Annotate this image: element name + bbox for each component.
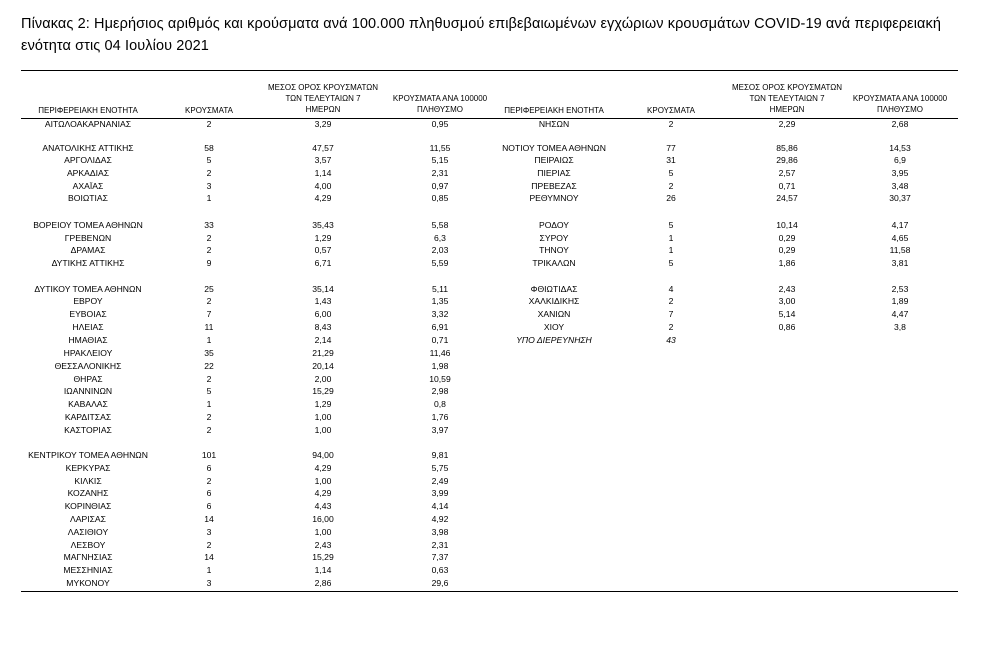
right-per100k-cell: 4,17 [891, 220, 909, 230]
right-per100k-cell: 1,89 [891, 296, 909, 306]
right-per100k-cell: 4,65 [891, 233, 909, 243]
right-cases-cell: 5 [668, 168, 674, 178]
left-avg7-cell: 1,00 [314, 412, 332, 422]
right-cases-cell: 31 [666, 155, 676, 165]
right-per100k-cell: 3,95 [891, 168, 909, 178]
left-avg7-cell: 3,57 [314, 155, 332, 165]
right-avg7-cell: 0,29 [778, 233, 796, 243]
left-avg7-cell: 1,00 [314, 476, 332, 486]
right-per100k-cell: 4,47 [891, 309, 909, 319]
right-avg7-cell: 29,86 [776, 155, 798, 165]
left-header-cases: ΚΡΟΥΣΜΑΤΑ [185, 106, 233, 115]
right-avg7-cell: 0,71 [778, 181, 796, 191]
left-per100k-cell: 3,32 [431, 309, 449, 319]
left-region-cell: ΚΑΒΑΛΑΣ [68, 399, 108, 409]
left-header-per100k-line1: ΚΡΟΥΣΜΑΤΑ ΑΝΑ 100000 [392, 94, 488, 103]
left-region-cell: ΜΥΚΟΝΟΥ [66, 578, 110, 588]
right-per100k-cell: 30,37 [889, 193, 911, 203]
left-per100k-cell: 4,14 [431, 501, 449, 511]
left-cases-cell: 1 [206, 193, 212, 203]
right-per100k-cell: 2,53 [891, 284, 909, 294]
left-region-cell: ΚΕΝΤΡΙΚΟΥ ΤΟΜΕΑ ΑΘΗΝΩΝ [28, 450, 148, 460]
top-rule [21, 70, 958, 71]
left-per100k-cell: 5,75 [431, 463, 449, 473]
right-avg7-cell: 2,43 [778, 284, 796, 294]
right-per100k-cell: 6,9 [894, 155, 906, 165]
right-header-region: ΠΕΡΙΦΕΡΕΙΑΚΗ ΕΝΟΤΗΤΑ [504, 106, 604, 115]
left-cases-cell: 2 [206, 168, 212, 178]
left-cases-cell: 2 [206, 119, 212, 129]
left-per100k-cell: 1,98 [431, 361, 449, 371]
left-region-cell: ΚΑΣΤΟΡΙΑΣ [64, 425, 112, 435]
right-per100k-cell: 3,81 [891, 258, 909, 268]
left-region-cell: ΔΥΤΙΚΟΥ ΤΟΜΕΑ ΑΘΗΝΩΝ [34, 284, 142, 294]
left-region-cell: ΔΡΑΜΑΣ [70, 245, 106, 255]
left-avg7-cell: 15,29 [312, 552, 334, 562]
right-region-cell: ΠΡΕΒΕΖΑΣ [531, 181, 577, 191]
right-avg7-cell: 3,00 [778, 296, 796, 306]
left-region-cell: ΑΙΤΩΛΟΑΚΑΡΝΑΝΙΑΣ [44, 119, 132, 129]
left-avg7-cell: 1,00 [314, 527, 332, 537]
left-avg7-cell: 2,86 [314, 578, 332, 588]
left-cases-cell: 3 [206, 181, 212, 191]
left-cases-cell: 11 [204, 322, 214, 332]
left-cases-cell: 6 [206, 463, 212, 473]
left-cases-cell: 1 [206, 335, 212, 345]
left-avg7-cell: 6,00 [314, 309, 332, 319]
left-avg7-cell: 35,14 [312, 284, 334, 294]
left-avg7-cell: 1,29 [314, 233, 332, 243]
right-avg7-cell: 24,57 [776, 193, 798, 203]
left-cases-cell: 2 [206, 425, 212, 435]
left-region-cell: ΕΥΒΟΙΑΣ [69, 309, 107, 319]
left-region-cell: ΓΡΕΒΕΝΩΝ [64, 233, 112, 243]
right-cases-cell: 2 [668, 322, 674, 332]
left-cases-cell: 2 [206, 296, 212, 306]
left-cases-cell: 2 [206, 476, 212, 486]
right-header-avg-line2: ΤΩΝ ΤΕΛΕΥΤΑΙΩΝ 7 [749, 94, 825, 103]
left-cases-cell: 33 [204, 220, 214, 230]
right-cases-cell: 1 [668, 233, 674, 243]
left-region-cell: ΘΗΡΑΣ [73, 374, 103, 384]
left-avg7-cell: 1,00 [314, 425, 332, 435]
left-per100k-cell: 0,97 [431, 181, 449, 191]
left-cases-cell: 58 [204, 143, 214, 153]
left-per100k-cell: 9,81 [431, 450, 449, 460]
left-avg7-cell: 21,29 [312, 348, 334, 358]
right-cases-cell: 43 [666, 335, 676, 345]
left-avg7-cell: 35,43 [312, 220, 334, 230]
left-per100k-cell: 11,46 [429, 348, 451, 358]
right-header-per100k-line1: ΚΡΟΥΣΜΑΤΑ ΑΝΑ 100000 [852, 94, 948, 103]
right-avg7-cell: 0,86 [778, 322, 796, 332]
right-header-cases: ΚΡΟΥΣΜΑΤΑ [647, 106, 695, 115]
left-avg7-cell: 94,00 [312, 450, 334, 460]
left-cases-cell: 6 [206, 488, 212, 498]
left-avg7-cell: 4,29 [314, 488, 332, 498]
right-region-cell: ΡΕΘΥΜΝΟΥ [529, 193, 579, 203]
left-avg7-cell: 47,57 [312, 143, 334, 153]
left-per100k-cell: 5,58 [431, 220, 449, 230]
right-cases-cell: 4 [668, 284, 674, 294]
left-per100k-cell: 3,98 [431, 527, 449, 537]
right-avg7-cell: 5,14 [778, 309, 796, 319]
left-region-cell: ΛΑΣΙΘΙΟΥ [67, 527, 109, 537]
left-cases-cell: 35 [204, 348, 214, 358]
left-avg7-cell: 4,29 [314, 463, 332, 473]
left-region-cell: ΑΧΑΪΑΣ [72, 181, 104, 191]
left-cases-cell: 5 [206, 155, 212, 165]
right-cases-cell: 5 [668, 258, 674, 268]
left-per100k-cell: 2,98 [431, 386, 449, 396]
right-avg7-cell: 2,57 [778, 168, 796, 178]
right-avg7-cell: 2,29 [778, 119, 796, 129]
right-cases-cell: 7 [668, 309, 674, 319]
left-per100k-cell: 1,76 [431, 412, 449, 422]
bottom-rule [21, 591, 958, 592]
left-cases-cell: 2 [206, 412, 212, 422]
left-avg7-cell: 2,14 [314, 335, 332, 345]
right-header-avg-line1: ΜΕΣΟΣ ΟΡΟΣ ΚΡΟΥΣΜΑΤΩΝ [731, 83, 843, 92]
left-region-cell: ΜΑΓΝΗΣΙΑΣ [63, 552, 113, 562]
left-cases-cell: 5 [206, 386, 212, 396]
right-cases-cell: 2 [668, 296, 674, 306]
left-cases-cell: 14 [204, 514, 214, 524]
left-avg7-cell: 2,43 [314, 540, 332, 550]
left-region-cell: ΚΑΡΔΙΤΣΑΣ [64, 412, 112, 422]
right-region-cell: ΝΟΤΙΟΥ ΤΟΜΕΑ ΑΘΗΝΩΝ [502, 143, 606, 153]
left-header-avg-line3: ΗΜΕΡΩΝ [305, 105, 341, 114]
left-per100k-cell: 2,49 [431, 476, 449, 486]
left-region-cell: ΒΟΡΕΙΟΥ ΤΟΜΕΑ ΑΘΗΝΩΝ [33, 220, 143, 230]
right-avg7-cell: 1,86 [778, 258, 796, 268]
left-cases-cell: 101 [201, 450, 217, 460]
left-per100k-cell: 11,55 [429, 143, 451, 153]
left-avg7-cell: 3,29 [314, 119, 332, 129]
left-cases-cell: 2 [206, 374, 212, 384]
left-region-cell: ΔΥΤΙΚΗΣ ΑΤΤΙΚΗΣ [51, 258, 125, 268]
right-per100k-cell: 14,53 [889, 143, 911, 153]
right-cases-cell: 2 [668, 181, 674, 191]
left-region-cell: ΚΟΖΑΝΗΣ [67, 488, 109, 498]
left-per100k-cell: 6,3 [434, 233, 446, 243]
left-cases-cell: 2 [206, 245, 212, 255]
left-region-cell: ΑΝΑΤΟΛΙΚΗΣ ΑΤΤΙΚΗΣ [42, 143, 134, 153]
right-region-cell: ΡΟΔΟΥ [539, 220, 569, 230]
left-region-cell: ΑΡΚΑΔΙΑΣ [66, 168, 110, 178]
left-cases-cell: 2 [206, 540, 212, 550]
right-region-cell: ΧΑΛΚΙΔΙΚΗΣ [528, 296, 580, 306]
left-region-cell: ΚΙΛΚΙΣ [74, 476, 102, 486]
left-per100k-cell: 1,35 [431, 296, 449, 306]
right-region-cell: ΧΑΝΙΩΝ [537, 309, 571, 319]
left-avg7-cell: 4,00 [314, 181, 332, 191]
right-cases-cell: 77 [666, 143, 676, 153]
left-avg7-cell: 16,00 [312, 514, 334, 524]
left-per100k-cell: 5,11 [431, 284, 449, 294]
left-region-cell: ΗΛΕΙΑΣ [72, 322, 104, 332]
left-per100k-cell: 3,97 [431, 425, 449, 435]
left-header-avg-line1: ΜΕΣΟΣ ΟΡΟΣ ΚΡΟΥΣΜΑΤΩΝ [267, 83, 379, 92]
left-cases-cell: 7 [206, 309, 212, 319]
table-title: Πίνακας 2: Ημερήσιος αριθμός και κρούσματα ανά 100.000 πληθυσμού επιβεβαιωμένων εγχώριων κρουσμάτων COVID-19 ανά περιφερειακή ενότητα στις 04 Ιουλίου 2021 [21, 16, 942, 54]
left-per100k-cell: 0,95 [431, 119, 449, 129]
left-avg7-cell: 15,29 [312, 386, 334, 396]
left-avg7-cell: 1,29 [314, 399, 332, 409]
left-per100k-cell: 2,03 [431, 245, 449, 255]
left-per100k-cell: 3,99 [431, 488, 449, 498]
left-region-cell: ΗΜΑΘΙΑΣ [68, 335, 108, 345]
right-region-cell: ΝΗΣΩΝ [538, 119, 570, 129]
right-region-cell: ΤΡΙΚΑΛΩΝ [532, 258, 576, 268]
left-region-cell: ΒΟΙΩΤΙΑΣ [68, 193, 108, 203]
left-region-cell: ΘΕΣΣΑΛΟΝΙΚΗΣ [54, 361, 122, 371]
right-per100k-cell: 2,68 [891, 119, 909, 129]
left-avg7-cell: 20,14 [312, 361, 334, 371]
left-per100k-cell: 0,8 [434, 399, 446, 409]
left-per100k-cell: 6,91 [431, 322, 449, 332]
left-cases-cell: 25 [204, 284, 214, 294]
left-avg7-cell: 1,14 [314, 168, 332, 178]
right-avg7-cell: 85,86 [776, 143, 798, 153]
left-avg7-cell: 8,43 [314, 322, 332, 332]
left-cases-cell: 1 [206, 399, 212, 409]
right-header-per100k-line2: ΠΛΗΘΥΣΜΟ [876, 105, 924, 114]
left-per100k-cell: 0,71 [431, 335, 449, 345]
right-region-cell: ΤΗΝΟΥ [539, 245, 569, 255]
left-per100k-cell: 0,63 [431, 565, 449, 575]
left-region-cell: ΙΩΑΝΝΙΝΩΝ [63, 386, 113, 396]
right-region-cell: ΥΠΟ ΔΙΕΡΕΥΝΗΣΗ [516, 335, 592, 345]
right-region-cell: ΣΥΡΟΥ [539, 233, 569, 243]
left-avg7-cell: 4,29 [314, 193, 332, 203]
left-cases-cell: 2 [206, 233, 212, 243]
right-region-cell: ΧΙΟΥ [543, 322, 565, 332]
left-region-cell: ΕΒΡΟΥ [73, 296, 103, 306]
left-avg7-cell: 1,14 [314, 565, 332, 575]
left-avg7-cell: 4,43 [314, 501, 332, 511]
left-avg7-cell: 0,57 [314, 245, 332, 255]
left-avg7-cell: 1,43 [314, 296, 332, 306]
right-region-cell: ΦΘΙΩΤΙΔΑΣ [530, 284, 578, 294]
right-cases-cell: 2 [668, 119, 674, 129]
left-cases-cell: 14 [204, 552, 214, 562]
left-region-cell: ΛΕΣΒΟΥ [70, 540, 106, 550]
left-per100k-cell: 0,85 [431, 193, 449, 203]
left-per100k-cell: 5,59 [431, 258, 449, 268]
left-avg7-cell: 2,00 [314, 374, 332, 384]
left-cases-cell: 1 [206, 565, 212, 575]
left-region-cell: ΛΑΡΙΣΑΣ [70, 514, 106, 524]
right-region-cell: ΠΕΙΡΑΙΩΣ [534, 155, 574, 165]
right-per100k-cell: 11,58 [889, 245, 911, 255]
left-cases-cell: 6 [206, 501, 212, 511]
left-region-cell: ΚΕΡΚΥΡΑΣ [65, 463, 111, 473]
left-region-cell: ΑΡΓΟΛΙΔΑΣ [64, 155, 112, 165]
right-per100k-cell: 3,8 [894, 322, 906, 332]
right-header-avg-line3: ΗΜΕΡΩΝ [769, 105, 805, 114]
left-region-cell: ΗΡΑΚΛΕΙΟΥ [63, 348, 113, 358]
left-per100k-cell: 4,92 [431, 514, 449, 524]
left-cases-cell: 22 [204, 361, 214, 371]
left-cases-cell: 3 [206, 527, 212, 537]
left-avg7-cell: 6,71 [314, 258, 332, 268]
left-cases-cell: 9 [206, 258, 212, 268]
left-per100k-cell: 7,37 [431, 552, 449, 562]
right-region-cell: ΠΙΕΡΙΑΣ [537, 168, 571, 178]
left-per100k-cell: 5,15 [431, 155, 449, 165]
left-per100k-cell: 2,31 [431, 168, 449, 178]
right-cases-cell: 1 [668, 245, 674, 255]
right-cases-cell: 5 [668, 220, 674, 230]
right-per100k-cell: 3,48 [891, 181, 909, 191]
right-avg7-cell: 10,14 [776, 220, 798, 230]
left-header-per100k-line2: ΠΛΗΘΥΣΜΟ [416, 105, 464, 114]
right-avg7-cell: 0,29 [778, 245, 796, 255]
left-region-cell: ΚΟΡΙΝΘΙΑΣ [64, 501, 112, 511]
left-region-cell: ΜΕΣΣΗΝΙΑΣ [63, 565, 113, 575]
left-per100k-cell: 10,59 [429, 374, 451, 384]
left-cases-cell: 3 [206, 578, 212, 588]
left-header-avg-line2: ΤΩΝ ΤΕΛΕΥΤΑΙΩΝ 7 [285, 94, 361, 103]
left-per100k-cell: 29,6 [431, 578, 449, 588]
left-header-region: ΠΕΡΙΦΕΡΕΙΑΚΗ ΕΝΟΤΗΤΑ [38, 106, 138, 115]
left-per100k-cell: 2,31 [431, 540, 449, 550]
right-cases-cell: 26 [666, 193, 676, 203]
